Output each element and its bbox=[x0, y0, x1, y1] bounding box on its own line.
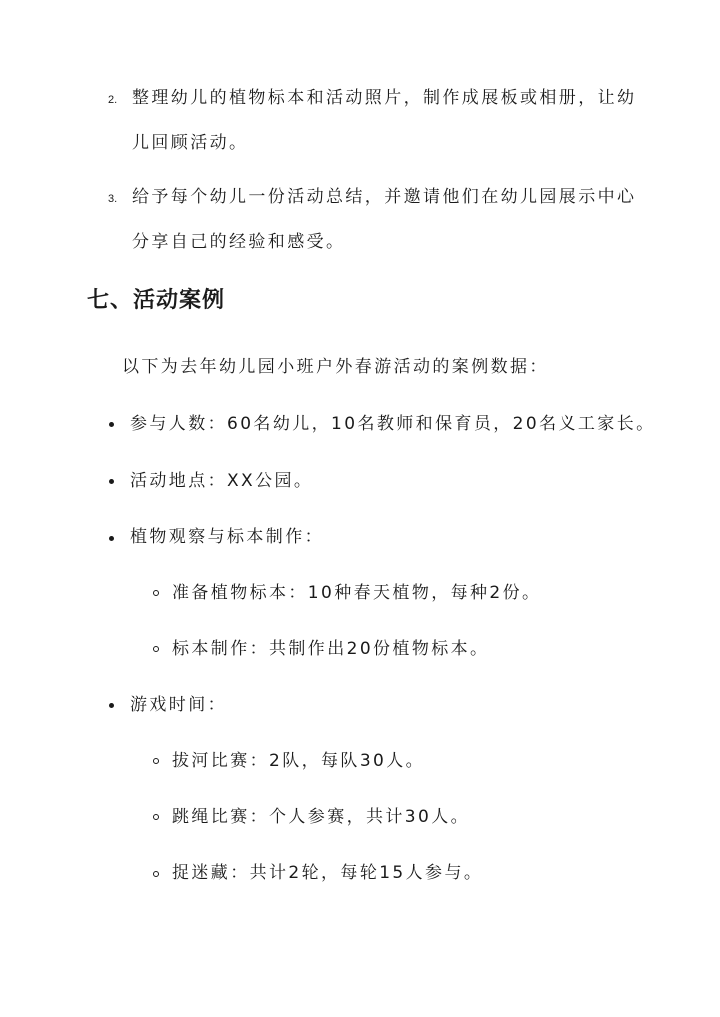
sub-bullet-item: 拔河比赛：2队，每队30人。 bbox=[172, 751, 426, 771]
sub-bullet-circle bbox=[153, 814, 159, 820]
list-number: 2. bbox=[108, 94, 118, 106]
bullet-item: 活动地点：XX公园。 bbox=[130, 471, 314, 491]
bullet-item: 参与人数：60名幼儿，10名教师和保育员，20名义工家长。 bbox=[130, 414, 656, 434]
sub-bullet-item: 捉迷藏：共计2轮，每轮15人参与。 bbox=[172, 863, 484, 883]
list-item-text-continued: 儿回顾活动。 bbox=[132, 133, 249, 153]
section-heading: 七、活动案例 bbox=[87, 288, 226, 313]
sub-bullet-circle bbox=[153, 871, 159, 877]
list-item-text: 整理幼儿的植物标本和活动照片，制作成展板或相册，让幼 bbox=[132, 88, 637, 108]
bullet-dot bbox=[109, 422, 114, 427]
bullet-item: 植物观察与标本制作： bbox=[130, 527, 324, 547]
sub-bullet-circle bbox=[153, 646, 159, 652]
sub-bullet-item: 标本制作：共制作出20份植物标本。 bbox=[172, 639, 490, 659]
bullet-dot bbox=[109, 536, 114, 541]
list-item-text: 给予每个幼儿一份活动总结，并邀请他们在幼儿园展示中心 bbox=[132, 187, 637, 207]
list-item-text-continued: 分享自己的经验和感受。 bbox=[132, 232, 346, 252]
bullet-dot bbox=[109, 479, 114, 484]
list-number: 3. bbox=[108, 193, 118, 205]
sub-bullet-item: 跳绳比赛：个人参赛，共计30人。 bbox=[172, 807, 471, 827]
bullet-dot bbox=[109, 703, 114, 708]
sub-bullet-circle bbox=[153, 590, 159, 596]
section-intro: 以下为去年幼儿园小班户外春游活动的案例数据： bbox=[122, 357, 549, 377]
sub-bullet-item: 准备植物标本：10种春天植物，每种2份。 bbox=[172, 583, 542, 603]
sub-bullet-circle bbox=[153, 758, 159, 764]
bullet-item: 游戏时间： bbox=[130, 695, 227, 715]
